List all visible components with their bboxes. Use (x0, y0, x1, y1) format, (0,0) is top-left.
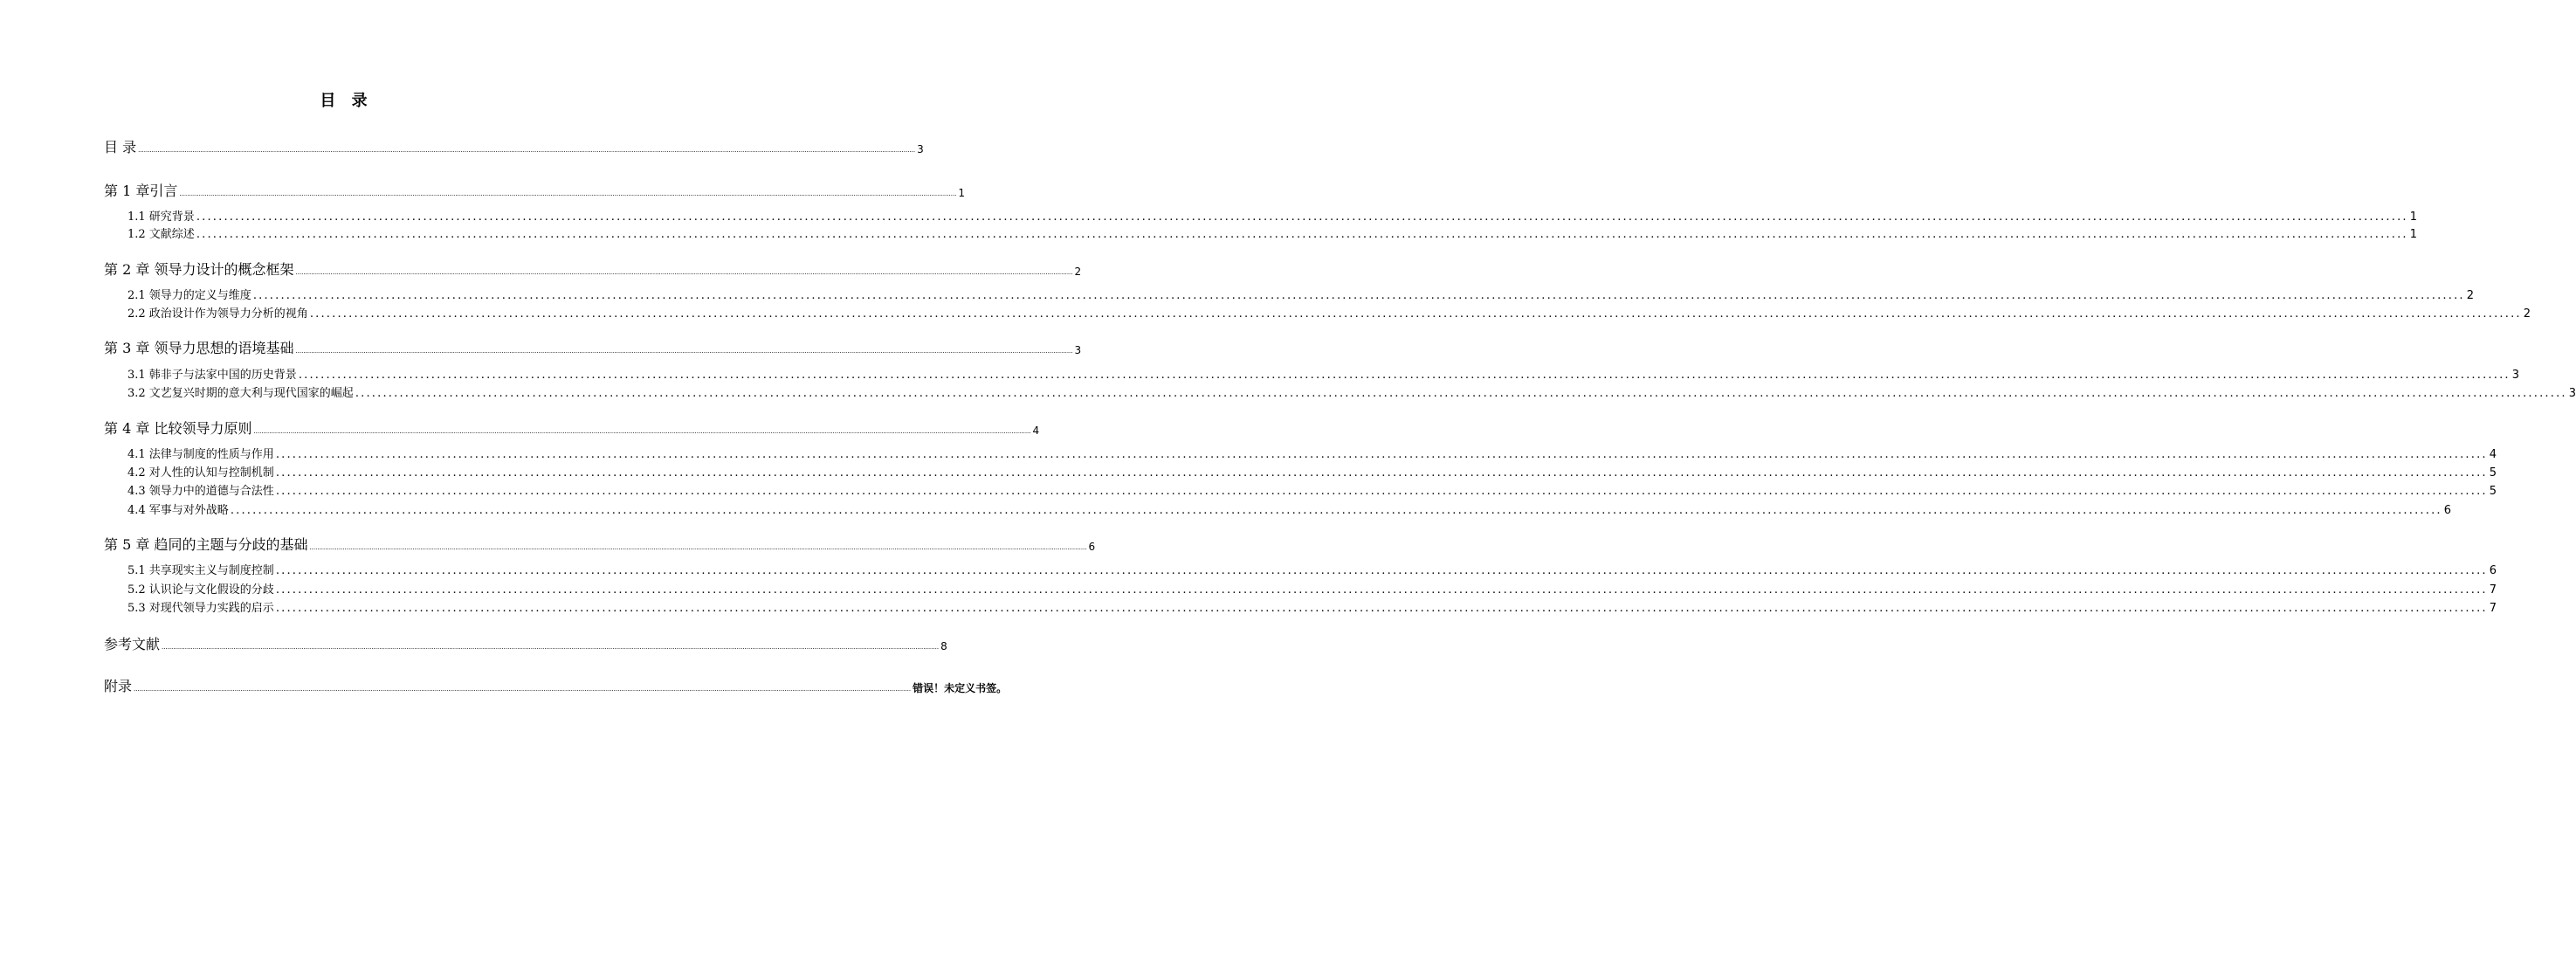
toc-entry[interactable] (127, 384, 2576, 402)
toc-leader: ................................................................................................................................................................................................................................................................................................................................................................................................................ (253, 428, 1031, 435)
toc-entry-label: 第 5 章 趋同的主题与分歧的基础 (104, 536, 308, 553)
toc-leader: ................................................................................................................................................................................................................................................................................................................................................................................................................ (275, 466, 2488, 480)
toc-leader: ................................................................................................................................................................................................................................................................................................................................................................................................................ (275, 448, 2488, 461)
toc-entry-label: 第 2 章 领导力设计的概念框架 (104, 261, 294, 278)
toc-entry[interactable] (127, 286, 2475, 304)
toc-entry[interactable] (104, 418, 1040, 438)
toc-entry-page: 6 (2489, 564, 2497, 577)
toc-entry-page: 4 (2489, 448, 2497, 461)
toc-leader: ................................................................................................................................................................................................................................................................................................................................................................................................................ (138, 147, 916, 154)
toc-entry-page: 5 (2489, 485, 2497, 498)
toc-entry[interactable] (104, 633, 947, 654)
toc-entry-page: 3 (1074, 344, 1082, 356)
toc-leader: ................................................................................................................................................................................................................................................................................................................................................................................................................ (275, 583, 2488, 597)
toc-leader: ................................................................................................................................................................................................................................................................................................................................................................................................................ (252, 289, 2465, 302)
toc-entry-label: 5.2 认识论与文化假设的分歧 (127, 583, 274, 597)
toc-entry[interactable] (127, 208, 2418, 225)
toc-entry-label: 3.2 文艺复兴时期的意大利与现代国家的崛起 (127, 387, 354, 400)
toc-leader: ................................................................................................................................................................................................................................................................................................................................................................................................................ (355, 387, 2567, 400)
toc-entry[interactable] (127, 482, 2497, 500)
toc-entry[interactable] (104, 259, 1082, 280)
toc-leader: ................................................................................................................................................................................................................................................................................................................................................................................................................ (275, 564, 2488, 577)
toc-leader: ................................................................................................................................................................................................................................................................................................................................................................................................................ (196, 210, 2408, 224)
toc-leader: ................................................................................................................................................................................................................................................................................................................................................................................................................ (196, 228, 2408, 241)
toc-entry-label: 5.3 对现代领导力实践的启示 (127, 602, 274, 615)
toc-entry-label: 4.2 对人性的认知与控制机制 (127, 466, 274, 480)
toc-entry[interactable] (127, 305, 2531, 322)
toc-entry[interactable] (127, 464, 2497, 481)
toc-entry-label: 参考文献 (104, 636, 161, 652)
toc-entry-page: 1 (2409, 210, 2418, 224)
toc-entry-page: 2 (2466, 289, 2475, 302)
toc-leader: ................................................................................................................................................................................................................................................................................................................................................................................................................ (298, 369, 2511, 382)
toc-entry-page: 2 (1074, 266, 1082, 278)
toc-entry-page: 3 (2568, 387, 2576, 400)
toc-entry-label: 第 3 章 领导力思想的语境基础 (104, 340, 294, 356)
toc-leader: ................................................................................................................................................................................................................................................................................................................................................................................................................ (309, 544, 1087, 551)
toc-entry-label: 第 4 章 比较领导力原则 (104, 420, 252, 437)
toc-entry-label: 2.2 政治设计作为领导力分析的视角 (127, 307, 308, 321)
toc-entry[interactable] (104, 534, 1096, 555)
toc-leader: ................................................................................................................................................................................................................................................................................................................................................................................................................ (295, 348, 1073, 355)
toc-entry-label: 附录 (104, 678, 133, 694)
toc-entry-page: 3 (2511, 369, 2520, 382)
toc-entry[interactable] (127, 599, 2497, 617)
toc-entry-page: 6 (2443, 504, 2452, 517)
toc-entry-label: 第 1 章引言 (104, 183, 178, 199)
toc-leader: ................................................................................................................................................................................................................................................................................................................................................................................................................ (162, 644, 940, 651)
toc-entry[interactable] (127, 581, 2497, 598)
toc-entry-page: 8 (940, 640, 947, 652)
toc-entry[interactable] (104, 136, 924, 157)
toc-leader: ................................................................................................................................................................................................................................................................................................................................................................................................................ (275, 602, 2488, 615)
toc-entry[interactable] (104, 675, 1008, 696)
toc-entry-label: 2.1 领导力的定义与维度 (127, 289, 251, 302)
toc-entry[interactable] (127, 562, 2497, 579)
toc-entry-page: 3 (917, 143, 924, 155)
toc-leader: ................................................................................................................................................................................................................................................................................................................................................................................................................ (179, 190, 957, 197)
toc-leader: ................................................................................................................................................................................................................................................................................................................................................................................................................ (295, 269, 1073, 276)
toc-entry-label: 3.1 韩非子与法家中国的历史背景 (127, 369, 297, 382)
toc-entry[interactable] (104, 337, 1082, 358)
toc-entry-label: 1.1 研究背景 (127, 210, 195, 224)
toc-title: 目 录 (320, 92, 373, 110)
toc-entry-page: 1 (2409, 228, 2418, 241)
toc-entry-page: 4 (1032, 424, 1040, 437)
toc-leader: ................................................................................................................................................................................................................................................................................................................................................................................................................ (309, 307, 2522, 321)
toc-entry-label: 目 录 (104, 139, 137, 155)
toc-entry[interactable] (127, 445, 2497, 463)
toc-entry[interactable] (127, 501, 2452, 519)
toc-entry[interactable] (127, 225, 2418, 243)
toc-entry-label: 4.1 法律与制度的性质与作用 (127, 448, 274, 461)
toc-entry-label: 4.3 领导力中的道德与合法性 (127, 485, 274, 498)
toc-entry[interactable] (104, 180, 966, 201)
toc-entry-page-error: 错误！未定义书签。 (913, 682, 1008, 694)
toc-entry-page: 7 (2489, 602, 2497, 615)
toc-entry-page: 5 (2489, 466, 2497, 480)
toc-entry-page: 6 (1088, 541, 1096, 553)
toc-leader: ................................................................................................................................................................................................................................................................................................................................................................................................................ (134, 686, 912, 693)
toc-leader: ................................................................................................................................................................................................................................................................................................................................................................................................................ (230, 504, 2442, 517)
toc-entry-label: 5.1 共享现实主义与制度控制 (127, 564, 274, 577)
toc-entry-page: 2 (2523, 307, 2531, 321)
toc-entry-label: 4.4 军事与对外战略 (127, 504, 229, 517)
toc-entry-label: 1.2 文献综述 (127, 228, 195, 241)
toc-entry-page: 1 (958, 187, 966, 199)
toc-leader: ................................................................................................................................................................................................................................................................................................................................................................................................................ (275, 485, 2488, 498)
toc-entry-page: 7 (2489, 583, 2497, 597)
toc-entry[interactable] (127, 366, 2520, 383)
